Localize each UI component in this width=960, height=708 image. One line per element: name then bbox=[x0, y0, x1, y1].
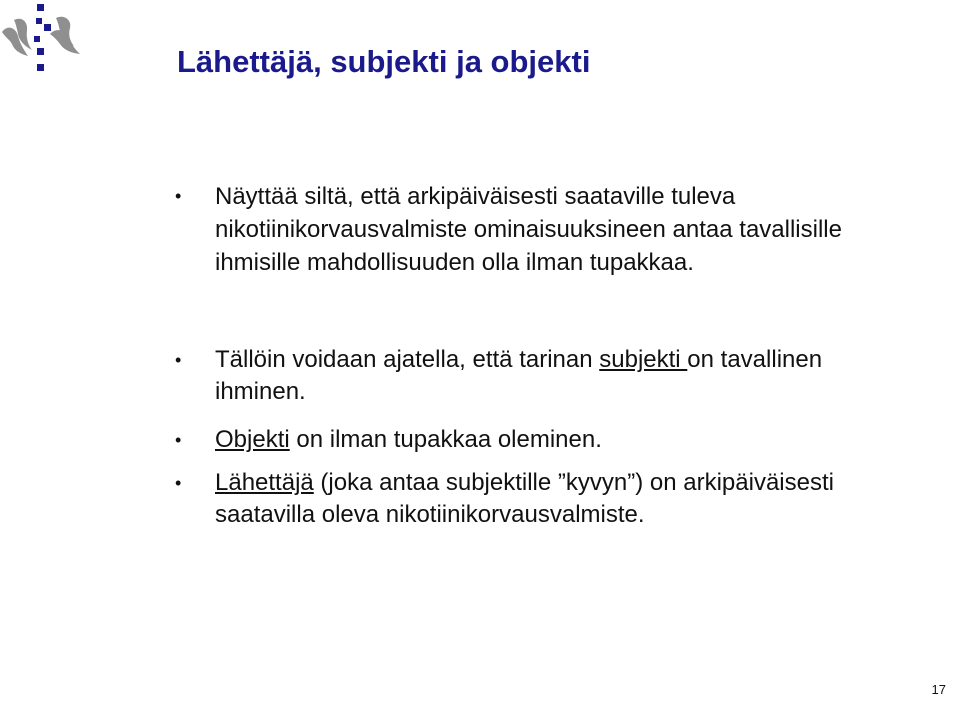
underlined-term: subjekti bbox=[599, 346, 688, 373]
bullet-item bbox=[175, 467, 895, 531]
bullet-dot-icon: • bbox=[175, 350, 182, 370]
page-number: 17 bbox=[931, 682, 946, 697]
bullet-text: Näyttää siltä, että arkipäiväisesti saataville tuleva nikotiinikorvausvalmiste ominaisuuksineen antaa tavallisille ihmisille mahdollisuuden olla ilman tupakkaa. bbox=[215, 183, 842, 276]
bullet-item bbox=[175, 180, 895, 279]
bullet-text bbox=[215, 424, 895, 456]
slide-title: Lähettäjä, subjekti ja objekti bbox=[177, 44, 591, 79]
bullet-text-part: Tällöin voidaan ajatella, että tarinan bbox=[215, 346, 600, 373]
bullet-text-part: (joka antaa subjektille ”kyvyn”) on arkipäiväisesti saatavilla oleva nikotiinikorvausvalmiste. bbox=[215, 469, 834, 528]
underlined-term: Objekti bbox=[215, 426, 290, 453]
bullet-dot-icon: • bbox=[175, 473, 182, 493]
bullet-dot-icon: • bbox=[175, 430, 182, 450]
bullet-text bbox=[215, 467, 895, 531]
bullet-dot-icon: • bbox=[175, 186, 182, 206]
bullet-item bbox=[175, 344, 895, 408]
underlined-term: Lähettäjä bbox=[215, 469, 314, 496]
bullet-text-part: on ilman tupakkaa oleminen. bbox=[289, 426, 602, 453]
bullet-item bbox=[175, 424, 895, 456]
bullet-text bbox=[215, 344, 895, 408]
bullet-text-part: on tavallinen ihminen. bbox=[215, 346, 823, 405]
